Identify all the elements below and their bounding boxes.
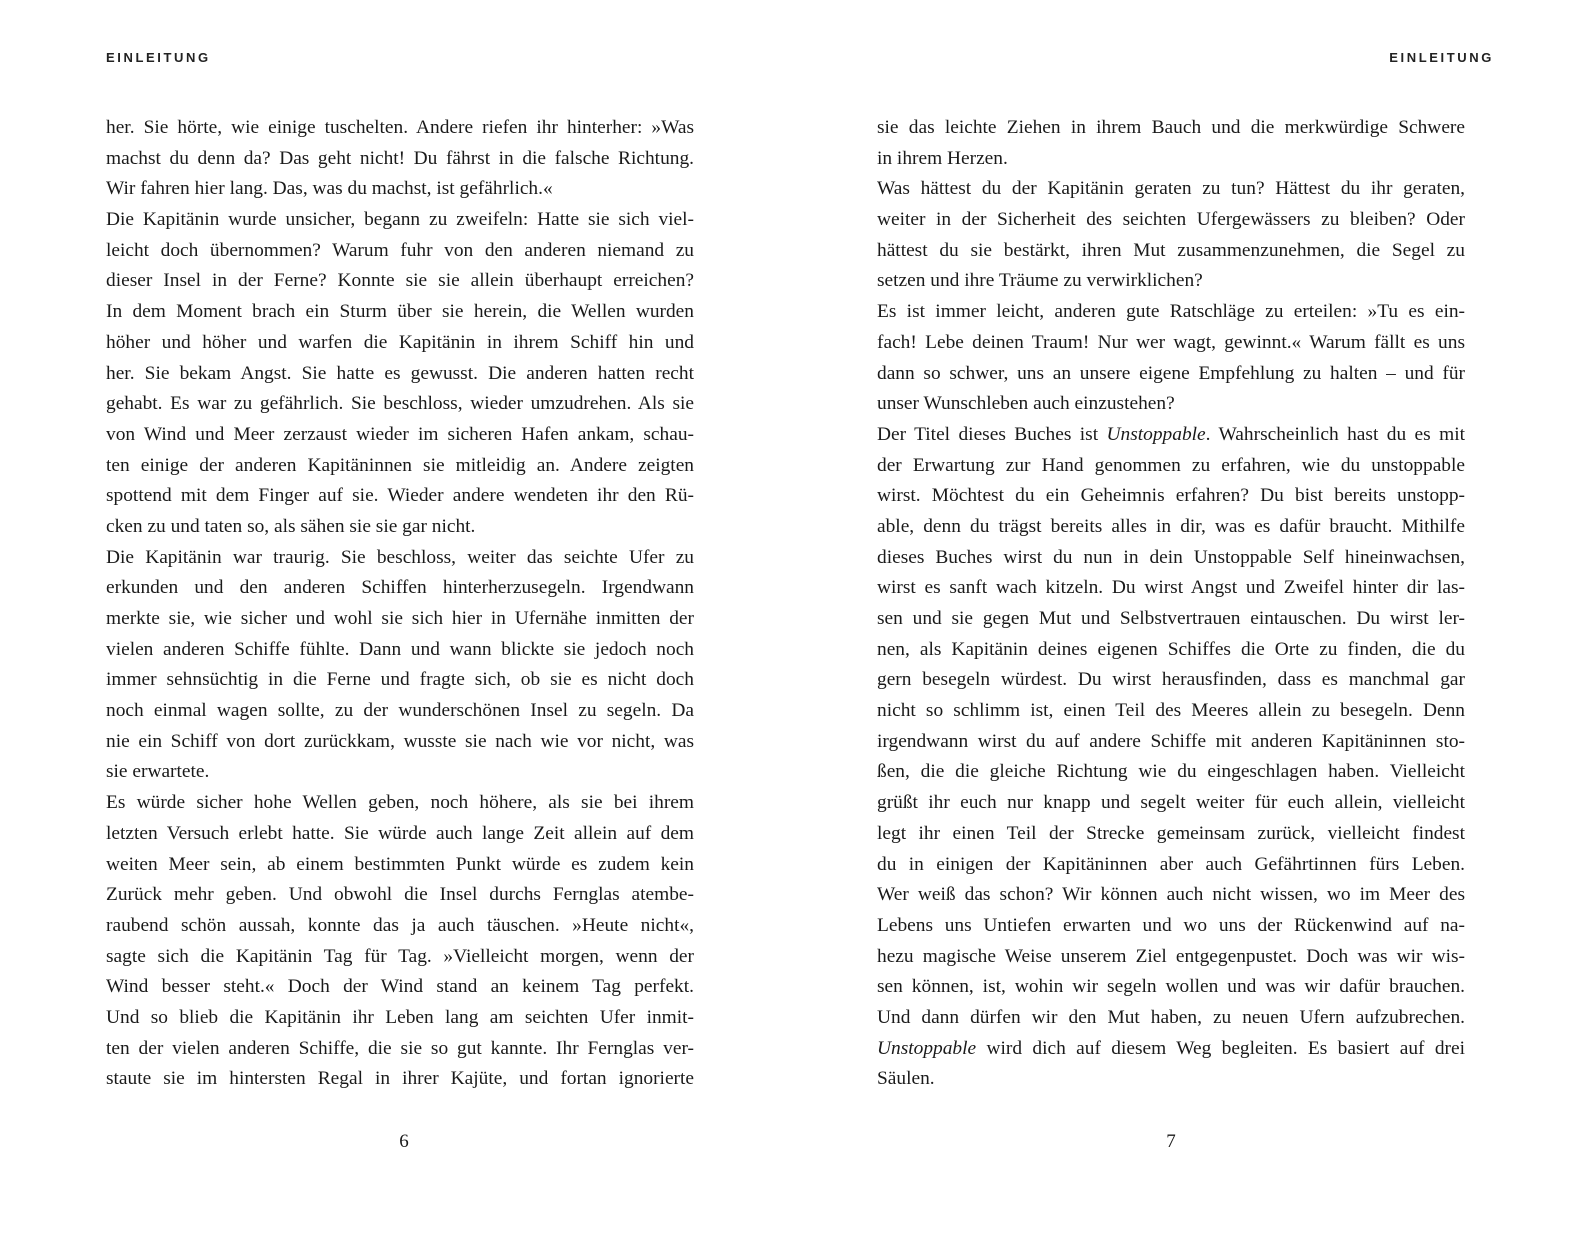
book-title: Unstoppable xyxy=(1106,423,1206,445)
text-segment: wird dich auf diesem Weg begleiten. Es basiert auf drei xyxy=(976,1037,1465,1059)
text-line: weiten Meer sein, ab einem bestimmten Punkt würde es zudem kein xyxy=(106,853,694,875)
text-line: grüßt ihr euch nur knapp und segelt weiter für euch allein, vielleicht xyxy=(877,792,1465,814)
text-line: ten der vielen anderen Schiffe, die sie so gut kannte. Ihr Fernglas ver- xyxy=(106,1037,694,1059)
text-line: gern besegeln würdest. Du wirst herausfinden, dass es manchmal gar xyxy=(877,669,1465,691)
text-line: höher und höher und warfen die Kapitänin in ihrem Schiff hin und xyxy=(106,331,694,353)
text-line: hättest du sie bestärkt, ihren Mut zusammenzunehmen, die Segel zu xyxy=(877,239,1465,261)
text-line: dieses Buches wirst du nun in dein Unstoppable Self hineinwachsen, xyxy=(877,546,1465,568)
text-line: raubend schön aussah, konnte das ja auch täuschen. »Heute nicht«, xyxy=(106,914,694,936)
text-line: noch einmal wagen sollte, zu der wunderschönen Insel zu segeln. Da xyxy=(106,700,694,722)
body-text xyxy=(106,113,694,1095)
text-line: dieser Insel in der Ferne? Konnte sie sie allein überhaupt erreichen? xyxy=(106,270,694,292)
text-line: weiter in der Sicherheit des seichten Ufergewässers zu bleiben? Oder xyxy=(877,209,1465,231)
text-line xyxy=(877,1034,1465,1065)
text-line: Die Kapitänin war traurig. Sie beschloss, weiter das seichte Ufer zu xyxy=(106,546,694,568)
text-line: setzen und ihre Träume zu verwirklichen? xyxy=(877,270,1203,292)
text-line: du in einigen der Kapitäninnen aber auch Gefährtinnen fürs Leben. xyxy=(877,853,1465,875)
text-line: hezu magische Weise unserem Ziel entgegenpustet. Doch was wir wis- xyxy=(877,945,1465,967)
running-head: EINLEITUNG xyxy=(1389,50,1494,65)
text-line: legt ihr einen Teil der Strecke gemeinsam zurück, vielleicht findest xyxy=(877,822,1465,844)
text-line: Zurück mehr geben. Und obwohl die Insel durchs Fernglas atembe- xyxy=(106,884,694,906)
text-line: erkunden und den anderen Schiffen hinterherzusegeln. Irgendwann xyxy=(106,577,694,599)
text-line: nen, als Kapitänin deines eigenen Schiffes die Orte zu finden, die du xyxy=(877,638,1465,660)
text-line: Wind besser steht.« Doch der Wind stand an keinem Tag perfekt. xyxy=(106,976,694,998)
body-text xyxy=(877,113,1465,1095)
text-line: her. Sie bekam Angst. Sie hatte es gewusst. Die anderen hatten recht xyxy=(106,362,694,384)
text-line: sagte sich die Kapitänin Tag für Tag. »Vielleicht morgen, wenn der xyxy=(106,945,694,967)
text-line: fach! Lebe deinen Traum! Nur wer wagt, gewinnt.« Warum fällt es uns xyxy=(877,331,1465,353)
text-line: sen können, ist, wohin wir segeln wollen und was wir dafür brauchen. xyxy=(877,976,1465,998)
text-line: spottend mit dem Finger auf sie. Wieder andere wendeten ihr den Rü- xyxy=(106,485,694,507)
text-line: vielen anderen Schiffe fühlte. Dann und wann blickte sie jedoch noch xyxy=(106,638,694,660)
text-line: In dem Moment brach ein Sturm über sie herein, die Wellen wurden xyxy=(106,301,694,323)
text-line xyxy=(877,420,1465,451)
text-line: Säulen. xyxy=(877,1068,935,1090)
text-line: Wir fahren hier lang. Das, was du machst, ist gefährlich.« xyxy=(106,178,553,200)
page-number: 6 xyxy=(399,1131,409,1152)
text-line: able, denn du trägst bereits alles in dir, was es dafür braucht. Mithilfe xyxy=(877,515,1465,537)
text-line: irgendwann wirst du auf andere Schiffe mit anderen Kapitäninnen sto- xyxy=(877,730,1465,752)
text-line: Die Kapitänin wurde unsicher, begann zu zweifeln: Hatte sie sich viel- xyxy=(106,209,694,231)
text-line: gehabt. Es war zu gefährlich. Sie beschloss, wieder umzudrehen. Als sie xyxy=(106,393,694,415)
text-line: sie erwartete. xyxy=(106,761,210,783)
text-line: von Wind und Meer zerzaust wieder im sicheren Hafen ankam, schau- xyxy=(106,423,694,445)
text-line: nie ein Schiff von dort zurückkam, wusste sie nach wie vor nicht, was xyxy=(106,730,694,752)
text-line: leicht doch übernommen? Warum fuhr von den anderen niemand zu xyxy=(106,239,694,261)
text-line: unser Wunschleben auch einzustehen? xyxy=(877,393,1175,415)
text-segment: . Wahrscheinlich hast du es mit xyxy=(1205,423,1465,445)
page-number: 7 xyxy=(1166,1131,1176,1152)
text-line: Es würde sicher hohe Wellen geben, noch höhere, als sie bei ihrem xyxy=(106,792,694,814)
text-line: ten einige der anderen Kapitäninnen sie mitleidig an. Andere zeigten xyxy=(106,454,694,476)
text-line: Es ist immer leicht, anderen gute Ratschläge zu erteilen: »Tu es ein- xyxy=(877,301,1465,323)
text-line: Lebens uns Untiefen erwarten und wo uns der Rückenwind auf na- xyxy=(877,914,1465,936)
text-line: Wer weiß das schon? Wir können auch nicht wissen, wo im Meer des xyxy=(877,884,1465,906)
text-line: der Erwartung zur Hand genommen zu erfahren, wie du unstoppable xyxy=(877,454,1465,476)
text-line: dann so schwer, uns an unsere eigene Empfehlung zu halten – und für xyxy=(877,362,1465,384)
text-line: in ihrem Herzen. xyxy=(877,147,1008,169)
text-line: machst du denn da? Das geht nicht! Du fährst in die falsche Richtung. xyxy=(106,147,694,169)
text-line: sie das leichte Ziehen in ihrem Bauch und die merkwürdige Schwere xyxy=(877,117,1465,138)
text-line: wirst. Möchtest du ein Geheimnis erfahren? Du bist bereits unstopp- xyxy=(877,485,1465,507)
text-line: Und dann dürfen wir den Mut haben, zu neuen Ufern aufzubrechen. xyxy=(877,1006,1465,1028)
text-line: ßen, die die gleiche Richtung wie du eingeschlagen haben. Vielleicht xyxy=(877,761,1465,783)
text-line: cken zu und taten so, als sähen sie sie gar nicht. xyxy=(106,515,476,537)
text-line: her. Sie hörte, wie einige tuschelten. Andere riefen ihr hinterher: »Was xyxy=(106,117,694,138)
text-line: staute sie im hintersten Regal in ihrer Kajüte, und fortan ignorierte xyxy=(106,1068,694,1090)
text-line: nicht so schlimm ist, einen Teil des Meeres allein zu besegeln. Denn xyxy=(877,700,1465,722)
text-line: Was hättest du der Kapitänin geraten zu tun? Hättest du ihr geraten, xyxy=(877,178,1465,200)
text-line: wirst es sanft wach kitzeln. Du wirst Angst und Zweifel hinter dir las- xyxy=(877,577,1465,599)
book-title: Unstoppable xyxy=(877,1037,977,1059)
text-line: immer sehnsüchtig in die Ferne und fragte sich, ob sie es nicht doch xyxy=(106,669,694,691)
text-line: merkte sie, wie sicher und wohl sie sich hier in Ufernähe inmitten der xyxy=(106,608,694,629)
running-head: EINLEITUNG xyxy=(106,50,211,65)
text-line: Und so blieb die Kapitänin ihr Leben lang am seichten Ufer inmit- xyxy=(106,1006,694,1028)
right-page xyxy=(797,0,1594,1240)
text-segment: Der Titel dieses Buches ist xyxy=(877,423,1107,445)
text-line: letzten Versuch erlebt hatte. Sie würde auch lange Zeit allein auf dem xyxy=(106,822,694,844)
text-line: sen und sie gegen Mut und Selbstvertrauen eintauschen. Du wirst ler- xyxy=(877,608,1465,629)
